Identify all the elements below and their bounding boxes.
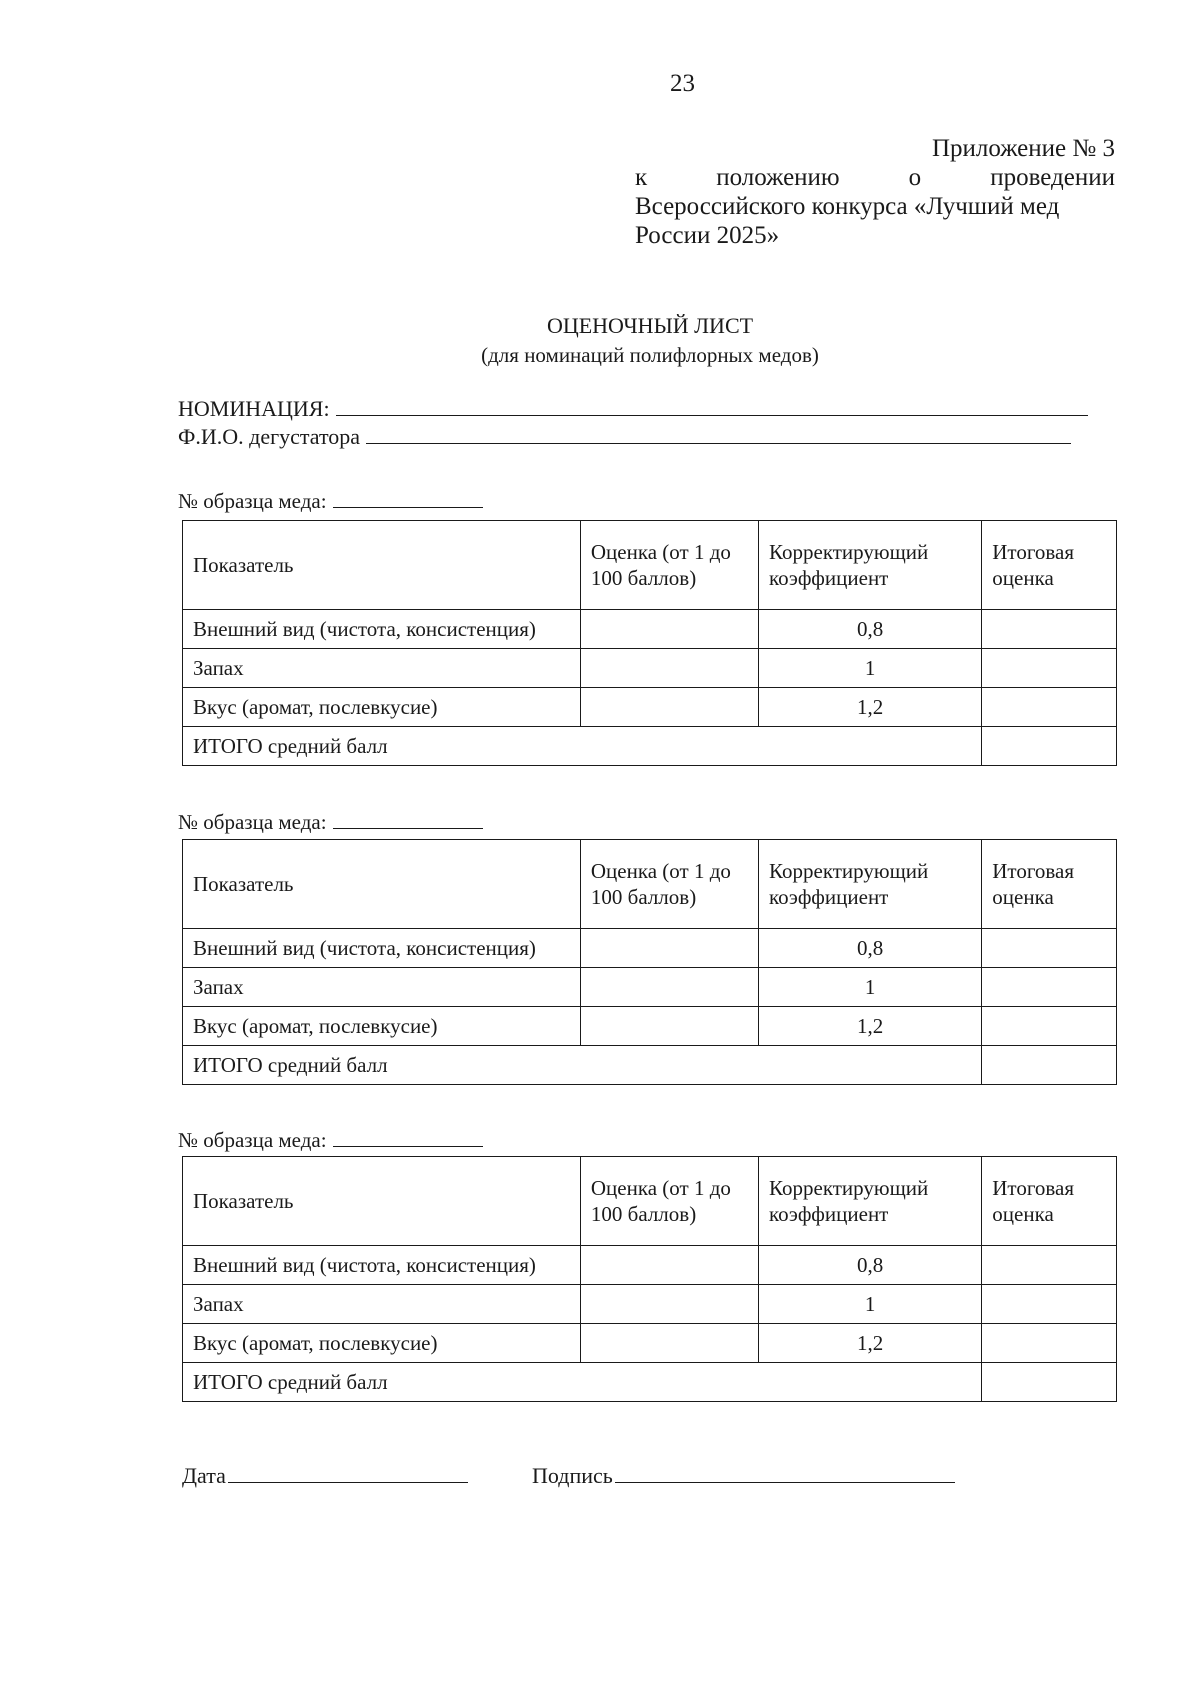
appendix-line: Всероссийского конкурса «Лучший мед <box>635 193 1060 220</box>
score-input-cell[interactable] <box>580 610 758 649</box>
appendix-number: Приложение № 3 <box>931 135 1115 162</box>
nomination-field <box>178 396 1088 422</box>
page-number: 23 <box>670 70 695 97</box>
taster-input-line[interactable] <box>366 442 1071 444</box>
final-score-cell[interactable] <box>982 1007 1117 1046</box>
signature-input-line[interactable] <box>615 1481 955 1483</box>
score-input-cell[interactable] <box>580 688 758 727</box>
indicator-cell: Запах <box>183 649 581 688</box>
indicator-cell: Вкус (аромат, послевкусие) <box>183 1324 581 1363</box>
coefficient-cell: 1 <box>759 1285 982 1324</box>
table-total-row <box>183 1046 1117 1085</box>
header-score: Оценка (от 1 до 100 баллов) <box>580 1157 758 1246</box>
coefficient-cell: 1,2 <box>759 1007 982 1046</box>
indicator-cell: Внешний вид (чистота, консистенция) <box>183 1246 581 1285</box>
sample-number-label: № образца меда: <box>178 489 327 513</box>
sample-number-field <box>178 1128 483 1153</box>
nomination-label: НОМИНАЦИЯ: <box>178 396 330 421</box>
indicator-cell: Внешний вид (чистота, консистенция) <box>183 610 581 649</box>
indicator-cell: Запах <box>183 968 581 1007</box>
taster-label: Ф.И.О. дегустатора <box>178 424 361 449</box>
final-score-cell[interactable] <box>982 1285 1117 1324</box>
score-input-cell[interactable] <box>580 1246 758 1285</box>
header-final-score: Итоговая оценка <box>982 1157 1117 1246</box>
final-score-cell[interactable] <box>982 610 1117 649</box>
date-input-line[interactable] <box>228 1481 468 1483</box>
header-score: Оценка (от 1 до 100 баллов) <box>580 840 758 929</box>
indicator-cell: Вкус (аромат, послевкусие) <box>183 688 581 727</box>
document-title: ОЦЕНОЧНЫЙ ЛИСТ <box>546 313 754 338</box>
score-table <box>182 520 1117 766</box>
signature-field <box>532 1463 955 1489</box>
taster-field <box>178 424 1071 450</box>
sample-number-label: № образца меда: <box>178 1128 327 1152</box>
indicator-cell: Внешний вид (чистота, консистенция) <box>183 929 581 968</box>
score-input-cell[interactable] <box>580 1285 758 1324</box>
date-field <box>182 1463 468 1489</box>
final-score-cell[interactable] <box>982 968 1117 1007</box>
score-table <box>182 839 1117 1085</box>
sample-number-label: № образца меда: <box>178 810 327 834</box>
total-label: ИТОГО средний балл <box>183 1046 982 1085</box>
appendix-header <box>635 134 1115 250</box>
final-score-cell[interactable] <box>982 649 1117 688</box>
total-label: ИТОГО средний балл <box>183 1363 982 1402</box>
sample-number-input-line[interactable] <box>333 827 483 829</box>
coefficient-cell: 0,8 <box>759 929 982 968</box>
score-input-cell[interactable] <box>580 1324 758 1363</box>
coefficient-cell: 0,8 <box>759 610 982 649</box>
table-row <box>183 1246 1117 1285</box>
final-score-cell[interactable] <box>982 1246 1117 1285</box>
table-row <box>183 1007 1117 1046</box>
appendix-line: России 2025» <box>635 222 780 249</box>
table-row <box>183 968 1117 1007</box>
table-total-row <box>183 1363 1117 1402</box>
date-label: Дата <box>182 1463 226 1488</box>
table-row <box>183 610 1117 649</box>
coefficient-cell: 1 <box>759 649 982 688</box>
total-score-cell[interactable] <box>982 727 1117 766</box>
header-indicator: Показатель <box>183 521 581 610</box>
table-row <box>183 688 1117 727</box>
nomination-input-line[interactable] <box>336 414 1088 416</box>
table-header-row <box>183 840 1117 929</box>
sample-number-field <box>178 489 483 514</box>
score-table <box>182 1156 1117 1402</box>
sample-number-field <box>178 810 483 835</box>
table-row <box>183 1324 1117 1363</box>
table-total-row <box>183 727 1117 766</box>
coefficient-cell: 0,8 <box>759 1246 982 1285</box>
header-coefficient: Корректирующий коэффициент <box>759 521 982 610</box>
appendix-line: к положению о проведении <box>635 164 1115 191</box>
table-row <box>183 1285 1117 1324</box>
table-row <box>183 929 1117 968</box>
header-indicator: Показатель <box>183 1157 581 1246</box>
final-score-cell[interactable] <box>982 929 1117 968</box>
coefficient-cell: 1,2 <box>759 688 982 727</box>
total-score-cell[interactable] <box>982 1363 1117 1402</box>
indicator-cell: Запах <box>183 1285 581 1324</box>
final-score-cell[interactable] <box>982 688 1117 727</box>
table-header-row <box>183 521 1117 610</box>
header-score: Оценка (от 1 до 100 баллов) <box>580 521 758 610</box>
total-score-cell[interactable] <box>982 1046 1117 1085</box>
indicator-cell: Вкус (аромат, послевкусие) <box>183 1007 581 1046</box>
header-indicator: Показатель <box>183 840 581 929</box>
document-subtitle: (для номинаций полифлорных медов) <box>481 343 819 367</box>
header-coefficient: Корректирующий коэффициент <box>759 1157 982 1246</box>
header-coefficient: Корректирующий коэффициент <box>759 840 982 929</box>
signature-label: Подпись <box>532 1463 613 1488</box>
coefficient-cell: 1 <box>759 968 982 1007</box>
score-input-cell[interactable] <box>580 1007 758 1046</box>
header-final-score: Итоговая оценка <box>982 521 1117 610</box>
table-row <box>183 649 1117 688</box>
header-final-score: Итоговая оценка <box>982 840 1117 929</box>
total-label: ИТОГО средний балл <box>183 727 982 766</box>
table-header-row <box>183 1157 1117 1246</box>
sample-number-input-line[interactable] <box>333 1145 483 1147</box>
sample-number-input-line[interactable] <box>333 506 483 508</box>
final-score-cell[interactable] <box>982 1324 1117 1363</box>
coefficient-cell: 1,2 <box>759 1324 982 1363</box>
score-input-cell[interactable] <box>580 929 758 968</box>
score-input-cell[interactable] <box>580 968 758 1007</box>
score-input-cell[interactable] <box>580 649 758 688</box>
